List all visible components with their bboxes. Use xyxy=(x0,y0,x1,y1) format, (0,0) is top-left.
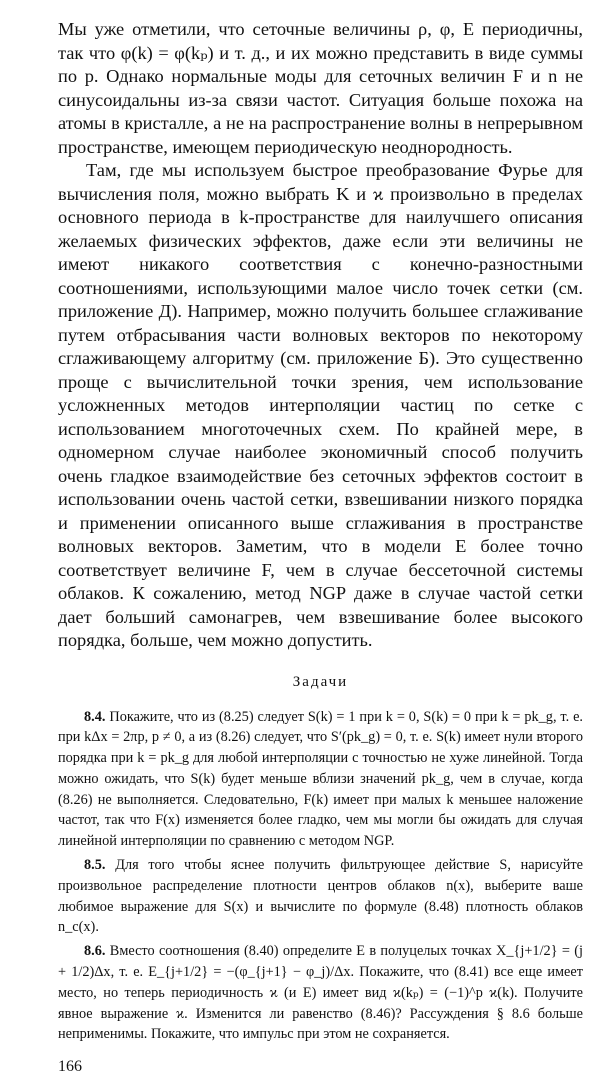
task-text: Вместо соотношения (8.40) определите E в полуцелых точках X_{j+1/2} = (j + 1/2)Δx, т. е. E_{j+1/2} = −(φ_{j+1} − φ_j)/Δx. Покажите, что (8.41) все еще имеет место, но теперь периодичность ϰ (и E) имеет вид ϰ(kₚ) = (−1)^p ϰ(k). Получите явное выражение ϰ. Изменится ли равенство (8.46)? Рассуждения § 8.6 больше неприменимы. Покажите, что импульс при этом не сохраняется. xyxy=(58,943,583,1043)
task-8-5 xyxy=(58,855,583,938)
task-text: Покажите, что из (8.25) следует S(k) = 1 при k = 0, S(k) = 0 при k = pk_g, т. е. при kΔx = 2πp, p ≠ 0, а из (8.26) следует, что S′(pk_g) = 0, т. е. S(k) имеет нули второго порядка при k = pk_g для любой интерполяции с точностью не хуже линейной. Тогда можно ожидать, что S(k) будет меньше вблизи значений pk_g, чем в случае, когда (8.26) не выполняется. Следовательно, F(k) имеет при малых k меньшее наложение частот, так что F(x) изменяется более гладко, чем мы могли бы ожидать для случая линейной интерполяции по сравнению с методом NGP. xyxy=(58,708,584,850)
task-number: 8.6. xyxy=(84,943,106,960)
book-page xyxy=(58,18,583,1077)
page-number: 166 xyxy=(58,1058,82,1076)
task-number: 8.4. xyxy=(84,708,106,725)
body-paragraph-2: Там, где мы используем быстрое преобразование Фурье для вычисления поля, можно выбрать K и ϰ произвольно в пределах основного периода в k-пространстве для наилучшего описания желаемых физических эффектов, даже если эти величины не имеют никакого соответствия с конечно-разностными соотношениями, использующими малое число точек сетки (см. приложение Д). Например, можно получить большее сглаживание путем отбрасывания части волновых векторов по некоторому сглаживающему алгоритму (см. приложение Б). Это существенно проще с вычислительной точки зрения, чем использование усложненных методов интерполяции частиц по сетке с использованием многоточечных схем. По крайней мере, в одномерном случае наиболее экономичный способ получить очень гладкое взаимодействие без сеточных эффектов состоит в использовании очень частой сетки, взвешивании низкого порядка и применении описанного выше сглаживания в пространстве волновых векторов. Заметим, что в модели E более точно соответствует величине F, чем в случае бессеточной системы облаков. К сожалению, метод NGP даже в случае частой сетки дает больший самонагрев, чем взвешивание более высокого порядка, больше, чем можно допустить. xyxy=(58,160,583,650)
task-8-6 xyxy=(58,941,583,1045)
body-paragraph-1: Мы уже отметили, что сеточные величины ρ, φ, E периодичны, так что φ(k) = φ(kₚ) и т. д., и их можно представить в виде суммы по p. Однако нормальные моды для сеточных величин F и n не синусоидальны из-за связи частот. Ситуация больше похожа на атомы в кристалле, а не на распространение волны в непрерывном пространстве, имеющем периодическую неоднородность. xyxy=(58,19,583,157)
task-text: Для того чтобы яснее получить фильтрующее действие S, нарисуйте произвольное распределение плотности центров облаков n(x), выберите ваше любимое выражение для S(x) и вычислите по формуле (8.48) плотность облаков n_c(x). xyxy=(58,857,583,936)
section-heading: Задачи xyxy=(292,673,349,690)
task-8-4 xyxy=(58,707,583,853)
task-number: 8.5. xyxy=(84,857,106,874)
